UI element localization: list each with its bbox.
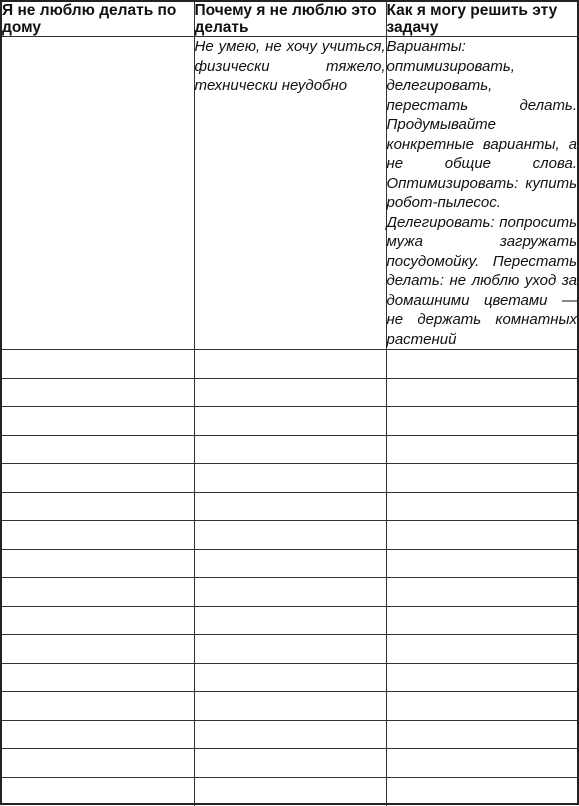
empty-reason-cell[interactable] [194, 720, 386, 749]
header-chore: Я не люблю делать по дому [2, 2, 194, 37]
empty-solution-cell[interactable] [386, 521, 577, 550]
empty-solution-cell[interactable] [386, 663, 577, 692]
empty-reason-cell[interactable] [194, 407, 386, 436]
empty-reason-cell[interactable] [194, 350, 386, 379]
empty-solution-cell[interactable] [386, 720, 577, 749]
empty-reason-cell[interactable] [194, 492, 386, 521]
empty-reason-cell[interactable] [194, 777, 386, 806]
empty-solution-cell[interactable] [386, 435, 577, 464]
empty-reason-cell[interactable] [194, 378, 386, 407]
empty-chore-cell[interactable] [2, 435, 194, 464]
empty-chore-cell[interactable] [2, 777, 194, 806]
table-row [2, 350, 577, 379]
table-row [2, 720, 577, 749]
example-row [2, 37, 577, 350]
table-row [2, 777, 577, 806]
chores-table [2, 2, 577, 806]
empty-reason-cell[interactable] [194, 549, 386, 578]
header-solution: Как я могу решить эту задачу [386, 2, 577, 37]
empty-solution-cell[interactable] [386, 378, 577, 407]
table-row [2, 692, 577, 721]
table-row [2, 606, 577, 635]
empty-reason-cell[interactable] [194, 749, 386, 778]
empty-reason-cell[interactable] [194, 663, 386, 692]
empty-chore-cell[interactable] [2, 749, 194, 778]
empty-reason-cell[interactable] [194, 464, 386, 493]
table-row [2, 435, 577, 464]
empty-chore-cell[interactable] [2, 492, 194, 521]
table-row [2, 749, 577, 778]
table-row [2, 464, 577, 493]
table-row [2, 663, 577, 692]
empty-reason-cell[interactable] [194, 578, 386, 607]
header-reason: Почему я не люблю это делать [194, 2, 386, 37]
empty-chore-cell[interactable] [2, 606, 194, 635]
example-solution-cell: Варианты: оптимизировать, делегировать, перестать делать. Продумывайте конкретные варианты, а не общие слова. Оптимизировать: купить робот-пылесос. Делегировать: попросить мужа загружать посудомойку. Перестать делать: не люблю уход за домашними цветами — не держать комнатных растений [386, 38, 577, 348]
empty-reason-cell[interactable] [194, 606, 386, 635]
table-row [2, 521, 577, 550]
empty-chore-cell[interactable] [2, 464, 194, 493]
empty-chore-cell[interactable] [2, 635, 194, 664]
example-reason-cell: Не умею, не хочу учиться, физически тяжело, технически неудобно [194, 37, 386, 350]
table-row [2, 492, 577, 521]
empty-solution-cell[interactable] [386, 578, 577, 607]
empty-solution-cell[interactable] [386, 492, 577, 521]
table-row [2, 578, 577, 607]
header-row [2, 2, 577, 37]
empty-solution-cell[interactable] [386, 407, 577, 436]
empty-chore-cell[interactable] [2, 350, 194, 379]
table-row [2, 407, 577, 436]
empty-chore-cell[interactable] [2, 692, 194, 721]
empty-reason-cell[interactable] [194, 521, 386, 550]
empty-chore-cell[interactable] [2, 378, 194, 407]
table-row [2, 549, 577, 578]
empty-chore-cell[interactable] [2, 663, 194, 692]
empty-reason-cell[interactable] [194, 635, 386, 664]
empty-solution-cell[interactable] [386, 606, 577, 635]
example-chore-cell[interactable] [2, 37, 194, 350]
empty-chore-cell[interactable] [2, 720, 194, 749]
empty-solution-cell[interactable] [386, 777, 577, 806]
empty-chore-cell[interactable] [2, 521, 194, 550]
empty-chore-cell[interactable] [2, 578, 194, 607]
empty-solution-cell[interactable] [386, 692, 577, 721]
empty-chore-cell[interactable] [2, 549, 194, 578]
empty-solution-cell[interactable] [386, 749, 577, 778]
empty-solution-cell[interactable] [386, 350, 577, 379]
empty-reason-cell[interactable] [194, 435, 386, 464]
empty-solution-cell[interactable] [386, 549, 577, 578]
empty-solution-cell[interactable] [386, 464, 577, 493]
table-row [2, 635, 577, 664]
empty-solution-cell[interactable] [386, 635, 577, 664]
empty-reason-cell[interactable] [194, 692, 386, 721]
table-row [2, 378, 577, 407]
empty-chore-cell[interactable] [2, 407, 194, 436]
